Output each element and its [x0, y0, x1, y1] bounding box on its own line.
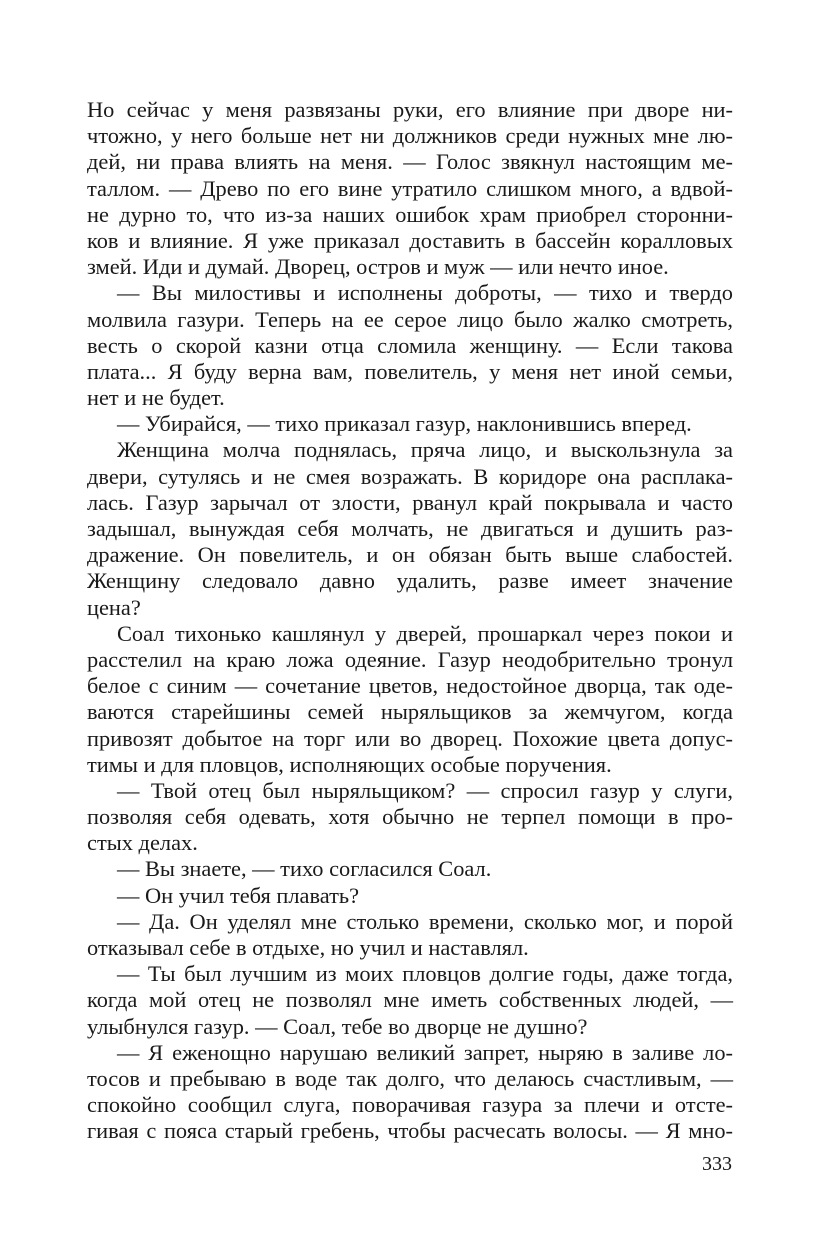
- text-line: Женщина молча поднялась, пряча лицо, и выскользнула за: [117, 437, 733, 463]
- text-line: когда мой отец не позволял мне иметь собственных людей, —: [87, 987, 733, 1013]
- text-line: задышал, вынуждая себя молчать, не двигаться и душить раз-: [87, 516, 733, 541]
- text-line: — Я еженощно нарушаю великий запрет, ныряю в заливе ло-: [117, 1039, 733, 1065]
- text-line: улыбнулся газур. — Соал, тебе во дворце не душно?: [87, 1013, 588, 1039]
- text-line: — Ты был лучшим из моих пловцов долгие годы, даже тогда,: [117, 961, 733, 987]
- text-line: ков и влияние. Я уже приказал доставить в бассейн коралловых: [87, 227, 733, 253]
- text-line: таллом. — Древо по его вине утратило слишком много, а вдвой-: [87, 175, 733, 201]
- text-line: двери, сутулясь и не смея возражать. В коридоре она расплака-: [87, 463, 733, 489]
- text-line: позволяя себя одевать, хотя обычно не терпел помощи в про-: [87, 804, 733, 830]
- text-line: — Вы знаете, — тихо согласился Соал.: [117, 856, 492, 882]
- body-text: [87, 97, 733, 1145]
- text-line: — Твой отец был ныряльщиком? — спросил газур у слуги,: [117, 777, 733, 803]
- text-line: — Он учил тебя плавать?: [117, 882, 360, 908]
- text-line: ваются старейшины семей ныряльщиков за жемчугом, когда: [87, 699, 733, 725]
- text-line: змей. Иди и думай. Дворец, остров и муж — или нечто иное.: [87, 254, 669, 280]
- text-line: — Убирайся, — тихо приказал газур, наклонившись вперед.: [117, 411, 692, 437]
- text-line: Соал тихонько кашлянул у дверей, прошаркал через покои и: [117, 620, 733, 646]
- text-line: — Вы милостивы и исполнены доброты, — тихо и твердо: [117, 280, 733, 306]
- text-line: тимы и для пловцов, исполняющих особые поручения.: [87, 751, 612, 777]
- text-line: дражение. Он повелитель, и он обязан быть выше слабостей.: [87, 542, 733, 568]
- text-line: стых делах.: [87, 830, 198, 856]
- text-line: спокойно сообщил слуга, поворачивая газура за плечи и отсте-: [87, 1092, 733, 1118]
- text-line: Но сейчас у меня развязаны руки, его влияние при дворе ни-: [87, 97, 733, 122]
- text-line: — Да. Он уделял мне столько времени, сколько мог, и порой: [117, 908, 733, 934]
- text-line: белое с синим — сочетание цветов, недостойное дворца, так оде-: [87, 673, 733, 699]
- text-line: расстелил на краю ложа одеяние. Газур неодобрительно тронул: [87, 646, 733, 672]
- text-line: не дурно то, что из-за наших ошибок храм приобрел сторонни-: [87, 201, 733, 227]
- text-line: привозят добытое на торг или во дворец. Похожие цвета допус-: [87, 725, 733, 751]
- page-number: 333: [702, 1153, 732, 1175]
- text-line: нет и не будет.: [87, 385, 225, 411]
- text-line: дей, ни права влиять на меня. — Голос звякнул настоящим ме-: [87, 149, 733, 175]
- text-line: лась. Газур зарычал от злости, рванул край покрывала и часто: [87, 489, 733, 515]
- text-line: весть о скорой казни отца сломила женщину. — Если такова: [87, 332, 733, 358]
- text-line: отказывал себе в отдыхе, но учил и наставлял.: [87, 935, 529, 960]
- text-line: Женщину следовало давно удалить, разве имеет значение: [87, 568, 733, 594]
- text-line: чтожно, у него больше нет ни должников среди нужных мне лю-: [87, 123, 733, 149]
- text-line: молвила газури. Теперь на ее серое лицо было жалко смотреть,: [87, 306, 733, 332]
- text-line: гивая с пояса старый гребень, чтобы расчесать волосы. — Я мно-: [87, 1118, 733, 1144]
- text-line: тосов и пребываю в воде так долго, что делаюсь счастливым, —: [87, 1065, 733, 1091]
- text-line: плата... Я буду верна вам, повелитель, у меня нет иной семьи,: [87, 358, 733, 384]
- text-line: цена?: [87, 594, 141, 620]
